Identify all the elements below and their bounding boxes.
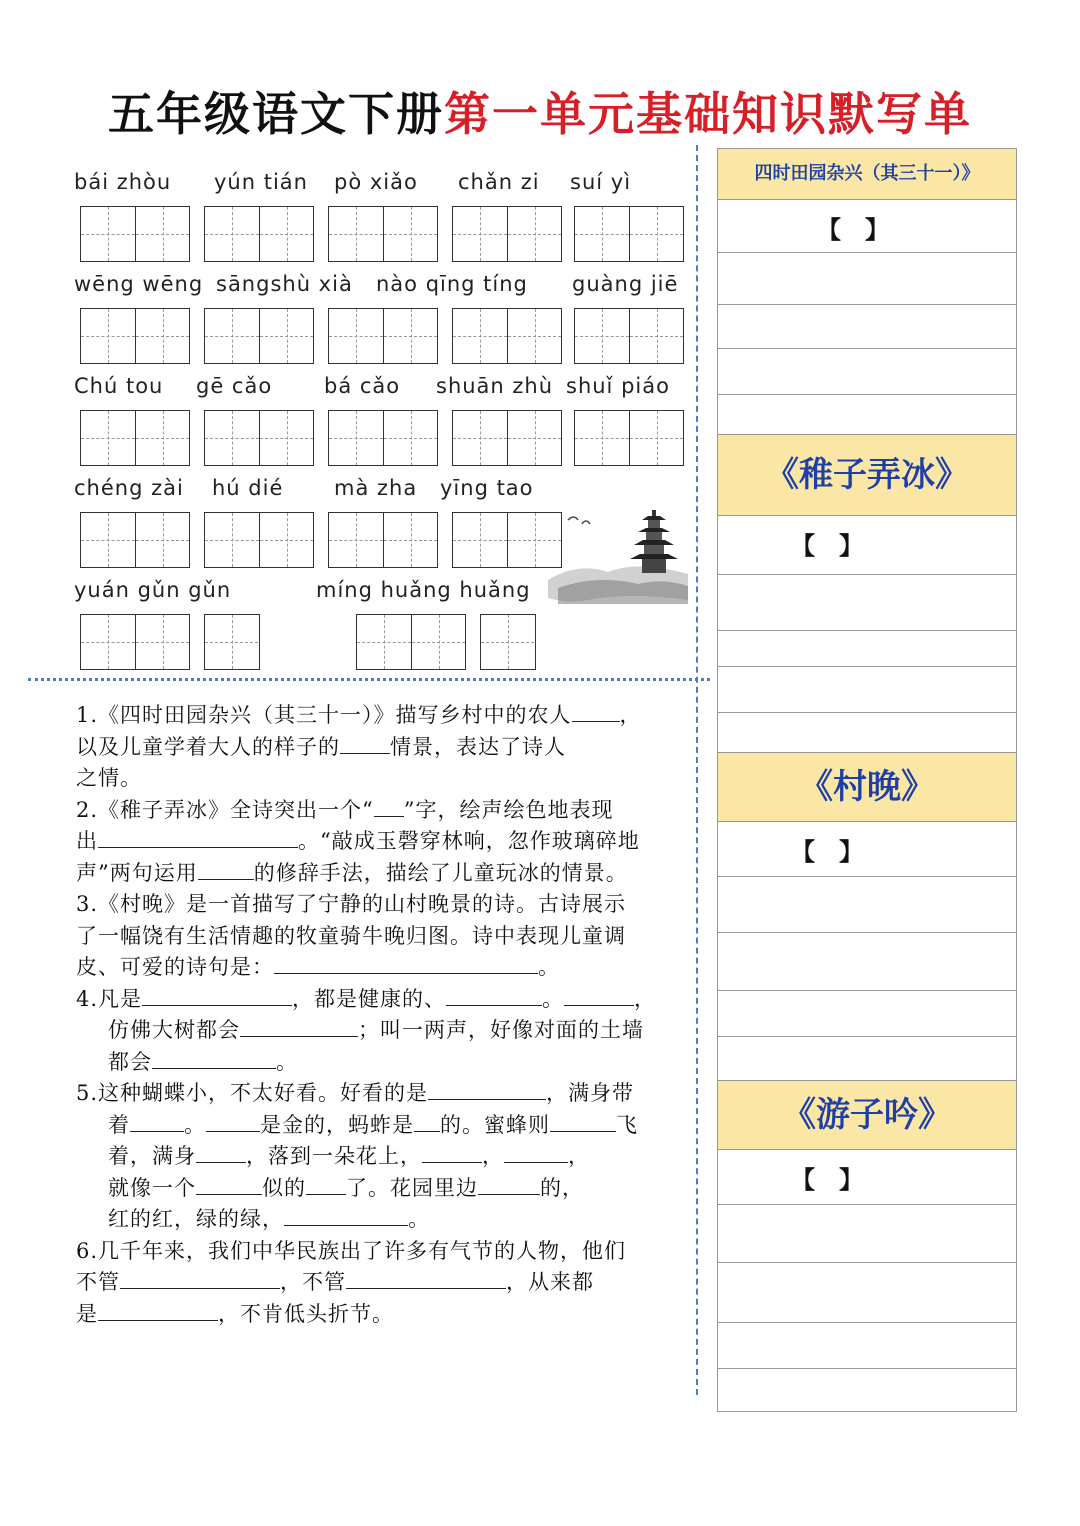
answer-blank[interactable] bbox=[422, 1142, 482, 1163]
answer-blank[interactable] bbox=[206, 1111, 260, 1132]
question-5-line-3 bbox=[76, 1141, 686, 1173]
pinyin-label: hú dié bbox=[212, 476, 284, 500]
answer-blank[interactable] bbox=[120, 1268, 280, 1289]
title-black: 五年级语文下册 bbox=[108, 87, 444, 141]
answer-blank[interactable] bbox=[572, 701, 620, 722]
poem-card-bracket: 【 】 bbox=[791, 532, 863, 560]
question-2-line-2 bbox=[76, 826, 686, 858]
question-text: ，满身带 bbox=[546, 1081, 635, 1105]
answer-blank[interactable] bbox=[414, 1111, 440, 1132]
writing-box[interactable] bbox=[328, 512, 438, 568]
question-text: 皮、可爱的诗句是： bbox=[76, 955, 274, 979]
question-text: 以及儿童学着大人的样子的 bbox=[76, 734, 340, 759]
pinyin-label: yún tián bbox=[214, 170, 308, 194]
question-6-line-3 bbox=[76, 1299, 686, 1331]
answer-blank[interactable] bbox=[142, 985, 292, 1006]
poem-card-title: 四时田园杂兴（其三十一）》 bbox=[717, 148, 1017, 200]
poem-card-lines[interactable] bbox=[717, 1150, 1017, 1412]
question-text: 了一幅饶有生活情趣的牧童骑牛晚归图。诗中表现儿童调 bbox=[76, 923, 626, 948]
writing-box[interactable] bbox=[452, 512, 562, 568]
question-text: 4.凡是 bbox=[76, 986, 143, 1011]
question-text: 红的红，绿的绿， bbox=[108, 1207, 284, 1231]
pinyin-label: sāngshù xià bbox=[216, 272, 353, 296]
poem-card-title: 《游子吟》 bbox=[717, 1080, 1017, 1150]
horizontal-divider bbox=[28, 678, 710, 681]
question-text: ， bbox=[619, 703, 642, 727]
questions-section bbox=[76, 700, 686, 1330]
writing-box[interactable] bbox=[452, 308, 562, 364]
pinyin-label: guàng jiē bbox=[572, 272, 679, 296]
question-text: ；叫一两声，好像对面的土墙 bbox=[358, 1018, 644, 1042]
question-5-line-4 bbox=[76, 1173, 686, 1205]
pinyin-label: míng huǎng huǎng bbox=[316, 578, 531, 602]
poem-card-title: 《村晚》 bbox=[717, 752, 1017, 822]
question-4-line-1 bbox=[76, 984, 686, 1016]
answer-blank[interactable] bbox=[374, 796, 404, 817]
question-6-line-2 bbox=[76, 1267, 686, 1299]
question-1-line-1 bbox=[76, 700, 686, 732]
question-3-line-1 bbox=[76, 889, 686, 921]
question-text: 声”两句运用 bbox=[76, 860, 198, 885]
answer-blank[interactable] bbox=[198, 859, 254, 880]
pinyin-label: nào qīng tíng bbox=[376, 272, 528, 296]
question-text: 。 bbox=[542, 986, 565, 1011]
question-1-line-3 bbox=[76, 763, 686, 795]
writing-box[interactable] bbox=[80, 308, 190, 364]
poem-card-bracket: 【 】 bbox=[791, 838, 863, 866]
answer-blank[interactable] bbox=[346, 1268, 506, 1289]
writing-box[interactable] bbox=[80, 614, 190, 670]
question-text: 1.《四时田园杂兴（其三十一）》描写乡村中的农人 bbox=[76, 703, 572, 727]
answer-blank[interactable] bbox=[98, 1300, 218, 1321]
question-text: 了。花园里边 bbox=[346, 1175, 478, 1200]
answer-blank[interactable] bbox=[340, 733, 390, 754]
answer-blank[interactable] bbox=[284, 1205, 408, 1226]
question-text: 着，满身 bbox=[108, 1144, 196, 1168]
question-text: 。 bbox=[184, 1112, 206, 1137]
pinyin-label: suí yì bbox=[570, 170, 632, 194]
answer-blank[interactable] bbox=[196, 1174, 262, 1195]
question-text: ，从来都 bbox=[506, 1270, 594, 1294]
pinyin-label: bái zhòu bbox=[74, 170, 172, 194]
question-text: 的修辞手法，描绘了儿童玩冰的情景。 bbox=[253, 860, 628, 885]
answer-blank[interactable] bbox=[98, 827, 298, 848]
question-text: 3.《村晚》是一首描写了宁静的山村晚景的诗。古诗展示 bbox=[76, 892, 627, 916]
writing-box[interactable] bbox=[204, 206, 314, 262]
poem-card-bracket: 【 】 bbox=[817, 216, 889, 244]
question-text: 2.《稚子弄冰》全诗突出一个“ bbox=[76, 797, 374, 822]
pinyin-row-2 bbox=[70, 272, 690, 304]
question-text: 出 bbox=[76, 829, 98, 853]
question-text: 仿佛大树都会 bbox=[108, 1018, 240, 1042]
question-text: 6.几千年来，我们中华民族出了许多有气节的人物，他们 bbox=[76, 1238, 627, 1263]
poem-card-bracket: 【 】 bbox=[791, 1166, 863, 1194]
pinyin-label: shuān zhù bbox=[436, 374, 554, 398]
pinyin-label: yuán gǔn gǔn bbox=[74, 578, 232, 602]
poem-card-lines[interactable] bbox=[717, 516, 1017, 752]
page-title bbox=[0, 78, 1080, 144]
writing-box[interactable] bbox=[204, 614, 260, 670]
writing-box[interactable] bbox=[204, 308, 314, 364]
question-text: ，落到一朵花上， bbox=[246, 1144, 422, 1168]
answer-blank[interactable] bbox=[428, 1079, 546, 1100]
answer-blank[interactable] bbox=[504, 1142, 568, 1163]
pinyin-label: chéng zài bbox=[74, 476, 184, 500]
writing-box[interactable] bbox=[480, 614, 536, 670]
answer-blank[interactable] bbox=[564, 985, 634, 1006]
question-text: ， bbox=[568, 1144, 590, 1168]
question-text: 。 bbox=[408, 1207, 430, 1231]
question-text: 着 bbox=[108, 1112, 130, 1137]
writing-box[interactable] bbox=[80, 206, 190, 262]
question-text: 。“敲成玉磬穿林响，忽作玻璃碎地 bbox=[298, 829, 640, 853]
pinyin-label: Chú tou bbox=[74, 374, 164, 398]
question-2-line-1 bbox=[76, 795, 686, 827]
question-4-line-2 bbox=[76, 1015, 686, 1047]
writing-box[interactable] bbox=[80, 512, 190, 568]
answer-blank[interactable] bbox=[446, 985, 542, 1006]
question-text: 是 bbox=[76, 1301, 98, 1326]
question-text: 是金的，蚂蚱是 bbox=[260, 1112, 414, 1137]
writing-box[interactable] bbox=[574, 308, 684, 364]
answer-blank[interactable] bbox=[550, 1111, 616, 1132]
question-text: 飞 bbox=[616, 1112, 638, 1137]
answer-blank[interactable] bbox=[306, 1174, 346, 1195]
writing-box[interactable] bbox=[328, 308, 438, 364]
writing-box[interactable] bbox=[328, 206, 438, 262]
question-text: ， bbox=[634, 986, 657, 1011]
answer-blank[interactable] bbox=[274, 953, 538, 974]
question-text: 的， bbox=[540, 1175, 584, 1200]
writing-box[interactable] bbox=[574, 410, 684, 466]
question-text: 就像一个 bbox=[108, 1175, 196, 1200]
writing-box[interactable] bbox=[204, 512, 314, 568]
pinyin-label: mà zha bbox=[334, 476, 418, 500]
question-3-line-2 bbox=[76, 921, 686, 953]
title-red: 第一单元基础知识默写单 bbox=[444, 87, 972, 141]
question-3-line-3 bbox=[76, 952, 686, 984]
question-1-line-2 bbox=[76, 732, 686, 764]
pagoda-painting bbox=[548, 500, 688, 610]
poem-card-title: 《稚子弄冰》 bbox=[717, 434, 1017, 516]
question-4-line-3 bbox=[76, 1047, 686, 1079]
question-text: ，不肯低头折节。 bbox=[218, 1301, 394, 1326]
question-text: ，都是健康的、 bbox=[292, 986, 447, 1011]
question-text: ， bbox=[482, 1144, 504, 1168]
writing-box[interactable] bbox=[356, 614, 466, 670]
pinyin-label: gē cǎo bbox=[196, 374, 273, 398]
pinyin-label: yīng tao bbox=[440, 476, 534, 500]
pinyin-label: chǎn zi bbox=[458, 170, 540, 194]
question-text: ，不管 bbox=[280, 1270, 346, 1294]
pinyin-label: bá cǎo bbox=[324, 374, 401, 398]
question-text: 都会 bbox=[108, 1049, 152, 1074]
question-2-line-3 bbox=[76, 858, 686, 890]
answer-blank[interactable] bbox=[130, 1111, 184, 1132]
writing-box[interactable] bbox=[204, 410, 314, 466]
writing-box[interactable] bbox=[328, 410, 438, 466]
question-6-line-1 bbox=[76, 1236, 686, 1268]
pinyin-row-1 bbox=[70, 170, 690, 202]
question-text: 之情。 bbox=[76, 766, 142, 790]
writing-box[interactable] bbox=[452, 206, 562, 262]
question-text: 。 bbox=[538, 955, 560, 979]
question-text: 不管 bbox=[76, 1270, 120, 1294]
writing-box[interactable] bbox=[452, 410, 562, 466]
question-text: 。 bbox=[276, 1049, 298, 1074]
pinyin-label: wēng wēng bbox=[74, 272, 204, 296]
question-text: 5.这种蝴蝶小，不太好看。好看的是 bbox=[76, 1081, 429, 1105]
pinyin-label: shuǐ piáo bbox=[566, 374, 670, 398]
question-5-line-1 bbox=[76, 1078, 686, 1110]
answer-blank[interactable] bbox=[478, 1174, 540, 1195]
answer-blank[interactable] bbox=[196, 1142, 246, 1163]
answer-blank[interactable] bbox=[152, 1048, 276, 1069]
question-5-line-5 bbox=[76, 1204, 686, 1236]
question-text: ”字，绘声绘色地表现 bbox=[403, 797, 614, 822]
question-5-line-2 bbox=[76, 1110, 686, 1142]
vertical-divider bbox=[696, 145, 698, 1395]
writing-box[interactable] bbox=[80, 410, 190, 466]
poem-card-lines[interactable] bbox=[717, 822, 1017, 1080]
question-text: 的。蜜蜂则 bbox=[440, 1112, 550, 1137]
pinyin-label: pò xiǎo bbox=[334, 170, 418, 194]
pinyin-row-3 bbox=[70, 374, 690, 406]
writing-box[interactable] bbox=[574, 206, 684, 262]
question-text: 似的 bbox=[262, 1175, 306, 1200]
answer-blank[interactable] bbox=[240, 1016, 358, 1037]
question-text: 情景，表达了诗人 bbox=[390, 734, 566, 759]
